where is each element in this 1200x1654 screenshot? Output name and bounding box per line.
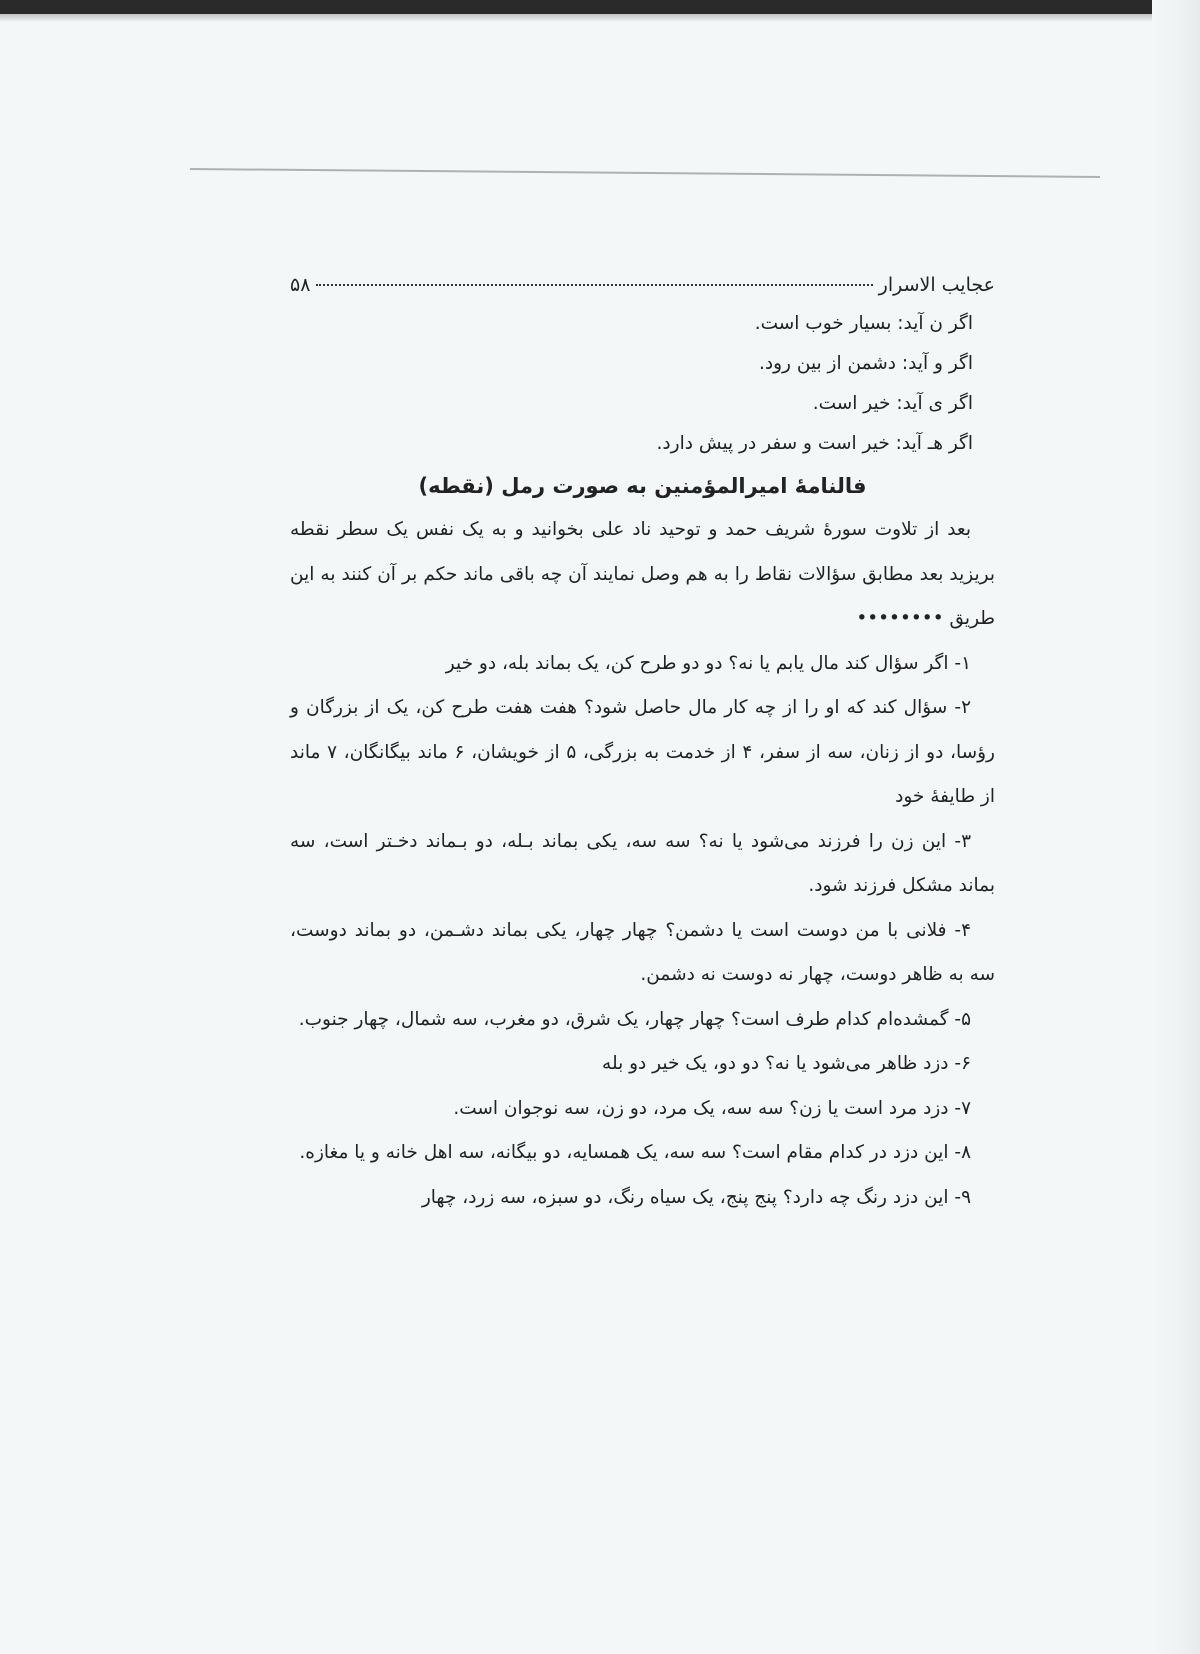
- list-item: ۶- دزد ظاهر می‌شود یا نه؟ دو دو، یک خیر دو بله: [602, 1053, 971, 1074]
- list-item: ۷- دزد مرد است یا زن؟ سه سه، یک مرد، دو زن، سه نوجوان است.: [453, 1097, 971, 1119]
- list-item: ۹- این دزد رنگ چه دارد؟ پنج پنج، یک سیاه رنگ، دو سبزه، سه زرد، چهار: [421, 1186, 971, 1208]
- list-item: ۲- سؤال کند که او را از چه کار مال حاصل شود؟ هفت هفت طرح کن، یک از بزرگان و رؤسا، دو از زنان، سه از سفر، ۴ از خدمت به بزرگی، ۵ از خویشان، ۶ ماند بیگانگان، ۷ ماند از طایفهٔ خود: [290, 697, 995, 807]
- list-item: ۱- اگر سؤال کند مال یابم یا نه؟ دو دو طرح کن، یک بماند بله، دو خیر: [445, 652, 971, 674]
- list-item: ۴- فلانی با من دوست است یا دشمن؟ چهار چهار، یکی بماند دشـمن، دو بماند دوست، سه به ظاهر دوست، چهار نه دوست نه دشمن.: [290, 919, 995, 985]
- scan-top-border: [0, 0, 1200, 14]
- list-item: ۳- این زن را فرزند می‌شود یا نه؟ سه سه، یکی بماند بـله، دو بـماند دخـتر است، سه بماند مشکل فرزند شود.: [290, 830, 995, 896]
- section-heading: فالنامهٔ امیرالمؤمنین به صورت رمل (نقطه): [418, 474, 867, 498]
- scan-right-edge: [1152, 0, 1200, 1654]
- book-title: عجایب الاسرار: [878, 274, 995, 296]
- intro-paragraph: بعد از تلاوت سورهٔ شریف حمد و توحید ناد علی بخوانید و به یک نفس یک سطر نقطه بریزید بعد مطابق سؤالات نقاط را به هم وصل نمایند آن چه باقی ماند حکم بر آن کنند به این طریق ••••••••: [290, 519, 995, 629]
- page-edge-rule: [190, 168, 1100, 178]
- intro-line: اگر ن آید: بسیار خوب است.: [754, 313, 973, 334]
- list-item: ۸- این دزد در کدام مقام است؟ سه سه، یک همسایه، دو بیگانه، سه اهل خانه و یا مغازه.: [299, 1142, 971, 1163]
- running-header: [290, 268, 995, 302]
- list-item: ۵- گمشده‌ام کدام طرف است؟ چهار چهار، یک شرق، دو مغرب، سه شمال، چهار جنوب.: [298, 1008, 971, 1030]
- dot-leader: [316, 284, 872, 286]
- intro-line: اگر ی آید: خیر است.: [812, 393, 973, 414]
- book-page: [290, 268, 995, 1220]
- scan-top-shadow: [0, 14, 1200, 22]
- page-number: ۵۸: [290, 274, 311, 296]
- intro-line: اگر هـ آید: خیر است و سفر در پیش دارد.: [656, 433, 973, 454]
- intro-line: اگر و آید: دشمن از بین رود.: [759, 353, 973, 374]
